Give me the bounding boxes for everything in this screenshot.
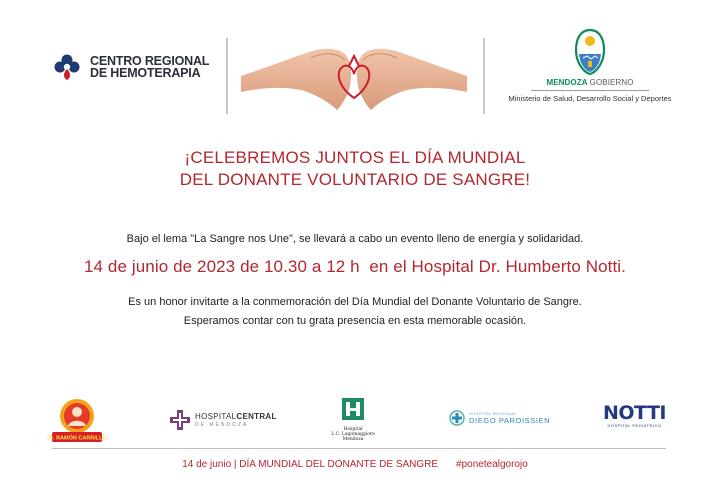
gov-divider xyxy=(531,90,649,91)
gov-name-part1: MENDOZA xyxy=(546,78,588,87)
event-date: 14 de junio de 2023 de 10.30 a 12 h en el Hospital Dr. Humberto Notti. xyxy=(83,257,626,276)
header-divider-left xyxy=(226,38,228,114)
crh-line2: DE HEMOTERAPIA xyxy=(90,66,201,80)
blood-drops-icon xyxy=(52,52,82,82)
invitation-line2: Esperamos contar con tu grata presencia en esta memorable ocasión. xyxy=(183,315,527,327)
central-name-a: HOSPITAL xyxy=(195,412,237,421)
paroissien-cross-icon xyxy=(449,410,465,426)
title-line2: DEL DONANTE VOLUNTARIO DE SANGRE! xyxy=(179,170,531,189)
hospital-lagomaggiore-logo xyxy=(330,398,376,442)
hospital-notti-logo xyxy=(603,403,666,428)
gov-ministry: Ministerio de Salud, Desarrollo Social y Deportes xyxy=(508,94,672,103)
page-title xyxy=(0,147,710,191)
diego-sub: HOSPITAL REGIONAL xyxy=(469,411,517,416)
lag-line2: L.C. Lagomaggiore xyxy=(331,432,375,437)
notti-sub: HOSPITAL PEDIATRICO xyxy=(607,423,662,428)
footer-hashtag: #ponetealgorojo xyxy=(456,459,528,470)
lag-line3: Mendoza xyxy=(342,437,364,442)
mendoza-gobierno-logo xyxy=(500,28,680,103)
footer xyxy=(0,459,710,470)
crh-name xyxy=(90,55,209,79)
footer-text: 14 de junio | DÍA MUNDIAL DEL DONANTE DE SANGRE xyxy=(182,459,439,470)
invitation-text xyxy=(0,293,710,331)
title-line1: ¡CELEBREMOS JUNTOS EL DÍA MUNDIAL xyxy=(184,148,526,167)
ramon-carrillo-emblem xyxy=(47,398,107,444)
central-sub: DE MENDOZA xyxy=(195,422,249,428)
heart-hands-image xyxy=(241,36,467,112)
gov-name xyxy=(500,78,680,87)
ramon-carrillo-label: Dr. RAMÓN CARRILLO xyxy=(47,435,107,442)
lag-line1: Hospital xyxy=(343,427,363,432)
ramon-carrillo-logo xyxy=(47,398,107,449)
diego-name: DIEGO PAROISSIEN xyxy=(469,416,551,425)
centro-regional-hemoterapia-logo xyxy=(52,52,209,82)
invitation-line1: Es un honor invitarte a la conmemoración del Día Mundial del Donante Voluntario de Sangre. xyxy=(128,296,582,308)
hospital-cross-icon xyxy=(170,410,190,430)
crh-line1: CENTRO REGIONAL xyxy=(90,54,210,68)
hospital-diego-paroissien-logo xyxy=(449,410,550,426)
gov-name-part2: GOBIERNO xyxy=(589,78,634,87)
footer-divider xyxy=(52,448,666,449)
lagomaggiore-emblem-icon xyxy=(342,398,364,420)
intro-text: Bajo el lema "La Sangre nos Une", se llevará a cabo un evento lleno de energía y solidaridad. xyxy=(126,233,584,245)
mendoza-shield-icon xyxy=(573,28,607,76)
central-name-b: CENTRAL xyxy=(236,412,277,421)
header-divider-right xyxy=(483,38,485,114)
notti-name: NOTTI xyxy=(603,402,666,424)
hospital-central-logo xyxy=(170,410,277,430)
